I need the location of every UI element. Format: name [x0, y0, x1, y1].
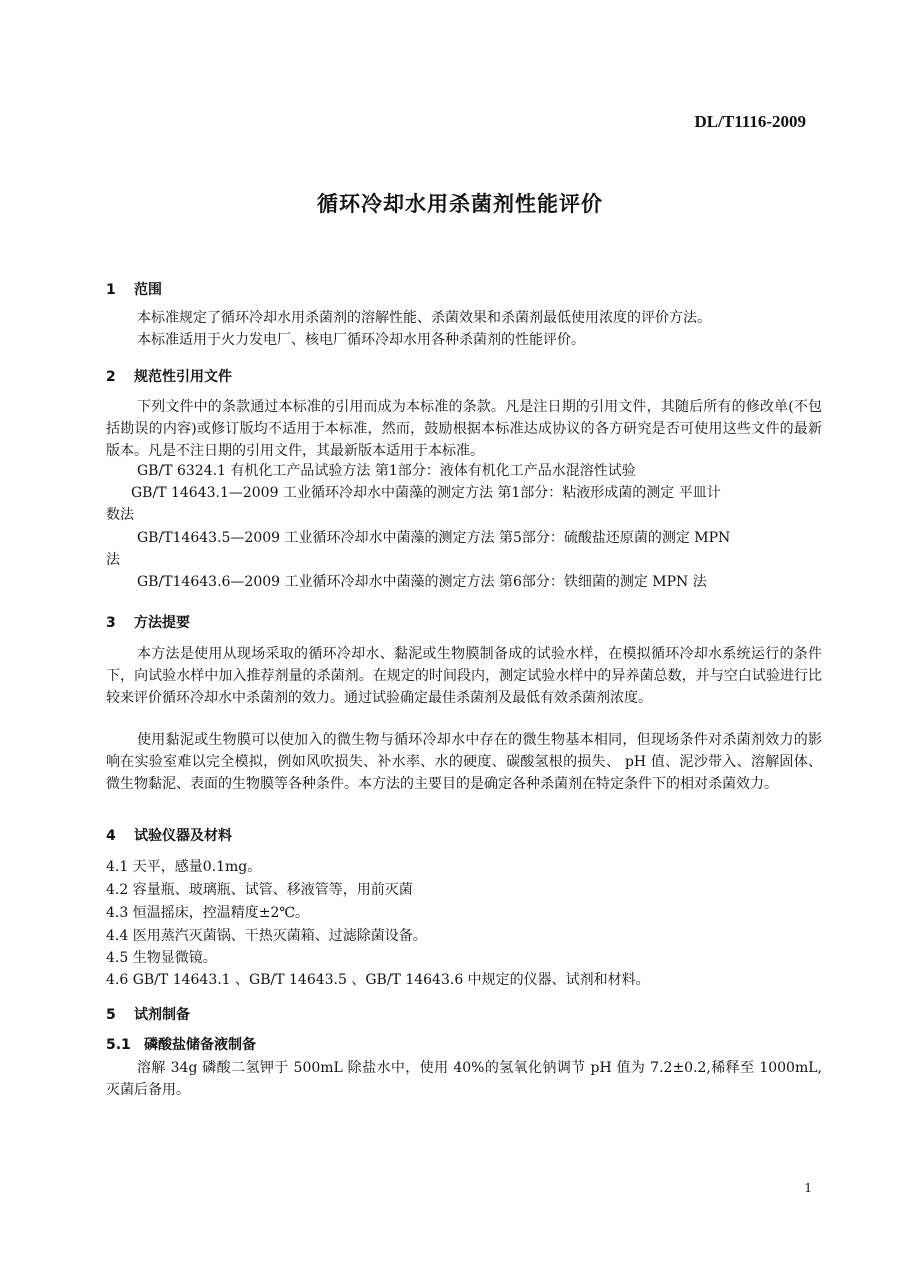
page-number: 1	[804, 1181, 812, 1195]
section-3-paragraph-1: 本方法是使用从现场采取的循环冷却水、黏泥或生物膜制备成的试验水样，在模拟循环冷却水系统运行的条件下，向试验水样中加入推荐剂量的杀菌剂。在规定的时间段内，测定试验水样中的异养菌总数，并与空白试验进行比较来评价循环冷却水中杀菌剂的效力。通过试验确定最佳杀菌剂及最低有效杀菌剂浓度。	[106, 646, 822, 706]
section-1-paragraph-1: 本标准规定了循环冷却水用杀菌剂的溶解性能、杀菌效果和杀菌剂最低使用浓度的评价方法。	[137, 310, 711, 326]
reference-2-line-1: GB/T 14643.1—2009 工业循环冷却水中菌藻的测定方法 第1部分：粘液形成菌的测定 平皿计	[131, 485, 721, 501]
section-1-paragraph-2: 本标准适用于火力发电厂、核电厂循环冷却水用各种杀菌剂的性能评价。	[137, 332, 585, 348]
document-title: 循环冷却水用杀菌剂性能评价	[317, 192, 603, 216]
section-5-heading	[106, 1004, 190, 1024]
subsection-number: 5.1	[106, 1037, 131, 1053]
section-2-paragraph-1: 下列文件中的条款通过本标准的引用而成为本标准的条款。凡是注日期的引用文件，其随后所有的修改单(不包括勘误的内容)或修订版均不适用于本标准，然而，鼓励根据本标准达成协议的各方研究是否可使用这些文件的最新版本。凡是不注日期的引用文件，其最新版本适用于本标准。	[106, 399, 822, 459]
section-5-1-heading	[106, 1034, 256, 1054]
section-3-paragraph-2: 使用黏泥或生物膜可以使加入的微生物与循环冷却水中存在的微生物基本相同，但现场条件对杀菌剂效力的影响在实验室难以完全模拟，例如风吹损失、补水率、水的硬度、碳酸氢根的损失、 pH 值、泥沙带入、溶解固体、微生物黏泥、表面的生物膜等各种条件。本方法的主要目的是确定各种杀菌剂在特定条件下的相对杀菌效力。	[106, 732, 822, 792]
section-title: 试验仪器及材料	[134, 828, 232, 844]
section-number: 5	[106, 1007, 116, 1023]
item-4-6: 4.6 GB/T 14643.1 、GB/T 14643.5 、GB/T 14643.6 中规定的仪器、试剂和材料。	[106, 972, 650, 988]
section-2-heading	[106, 366, 232, 386]
item-4-5: 4.5 生物显微镜。	[106, 950, 217, 966]
reference-3-line-2: 法	[106, 552, 120, 568]
section-title: 范围	[134, 282, 162, 298]
section-title: 规范性引用文件	[134, 369, 232, 385]
item-4-1: 4.1 天平，感量0.1mg。	[106, 859, 262, 875]
section-title: 方法提要	[134, 615, 190, 631]
section-title: 试剂制备	[134, 1007, 190, 1023]
section-number: 1	[106, 282, 116, 298]
item-4-2: 4.2 容量瓶、玻璃瓶、试管、移液管等，用前灭菌	[106, 882, 413, 898]
item-4-4: 4.4 医用蒸汽灭菌锅、干热灭菌箱、过滤除菌设备。	[106, 928, 427, 944]
item-4-3: 4.3 恒温摇床，控温精度±2℃。	[106, 905, 310, 921]
reference-1: GB/T 6324.1 有机化工产品试验方法 第1部分：液体有机化工产品水混溶性试验	[137, 463, 636, 479]
section-4-heading	[106, 825, 232, 845]
reference-3-line-1: GB/T14643.5—2009 工业循环冷却水中菌藻的测定方法 第5部分：硫酸盐还原菌的测定 MPN	[137, 530, 731, 546]
section-1-heading	[106, 279, 162, 299]
section-number: 4	[106, 828, 116, 844]
subsection-title: 磷酸盐储备液制备	[144, 1037, 256, 1053]
section-number: 3	[106, 615, 116, 631]
section-5-1-paragraph: 溶解 34g 磷酸二氢钾于 500mL 除盐水中，使用 40%的氢氧化钠调节 pH 值为 7.2±0.2,稀释至 1000mL, 灭菌后备用。	[106, 1060, 822, 1098]
section-number: 2	[106, 369, 116, 385]
standard-number: DL/T1116-2009	[694, 112, 806, 131]
section-3-heading	[106, 612, 190, 632]
reference-2-line-2: 数法	[106, 507, 134, 523]
reference-4: GB/T14643.6—2009 工业循环冷却水中菌藻的测定方法 第6部分：铁细菌的测定 MPN 法	[137, 574, 707, 590]
